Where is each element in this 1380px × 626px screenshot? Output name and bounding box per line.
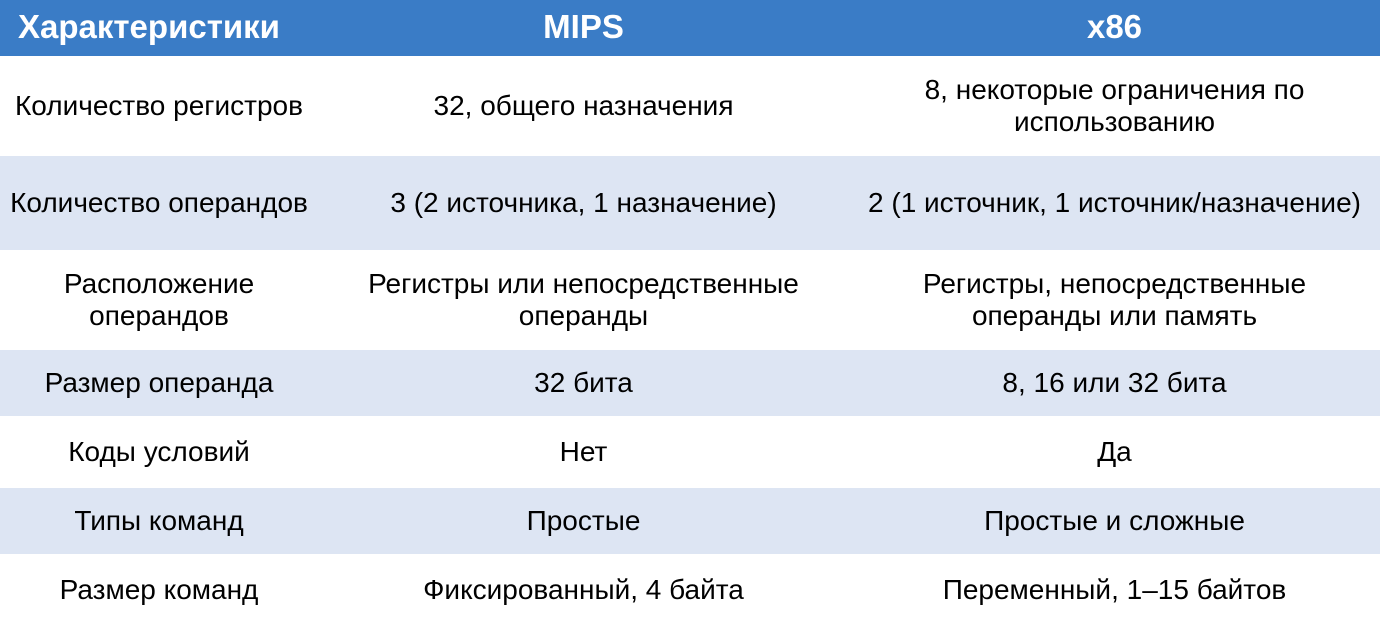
cell-mips: Регистры или непосредственные операнды — [318, 251, 849, 348]
table-row — [0, 57, 1380, 154]
table-row — [0, 486, 1380, 555]
cell-feature: Размер команд — [0, 555, 318, 624]
cell-x86: 2 (1 источник, 1 источник/назначение) — [849, 154, 1380, 251]
cell-mips: 3 (2 источника, 1 назначение) — [318, 154, 849, 251]
table-row — [0, 555, 1380, 624]
table-row — [0, 251, 1380, 348]
cell-x86: 8, некоторые ограничения по использованию — [849, 57, 1380, 154]
cell-x86: 8, 16 или 32 бита — [849, 348, 1380, 417]
cell-mips: 32 бита — [318, 348, 849, 417]
cell-x86: Простые и сложные — [849, 486, 1380, 555]
column-header-mips: MIPS — [318, 0, 849, 57]
cell-feature: Количество регистров — [0, 57, 318, 154]
cell-feature: Расположение операндов — [0, 251, 318, 348]
cell-x86: Переменный, 1–15 байтов — [849, 555, 1380, 624]
cell-feature: Количество операндов — [0, 154, 318, 251]
cell-feature: Размер операнда — [0, 348, 318, 417]
cell-mips: Нет — [318, 417, 849, 486]
cell-x86: Да — [849, 417, 1380, 486]
cell-mips: Фиксированный, 4 байта — [318, 555, 849, 624]
cell-feature: Коды условий — [0, 417, 318, 486]
table-header-row — [0, 0, 1380, 57]
table-row — [0, 348, 1380, 417]
table-body — [0, 57, 1380, 624]
cell-mips: 32, общего назначения — [318, 57, 849, 154]
cell-x86: Регистры, непосредственные операнды или память — [849, 251, 1380, 348]
table-row — [0, 417, 1380, 486]
column-header-feature: Характеристики — [0, 0, 318, 57]
table-header — [0, 0, 1380, 57]
table-row — [0, 154, 1380, 251]
cell-feature: Типы команд — [0, 486, 318, 555]
cell-mips: Простые — [318, 486, 849, 555]
column-header-x86: x86 — [849, 0, 1380, 57]
